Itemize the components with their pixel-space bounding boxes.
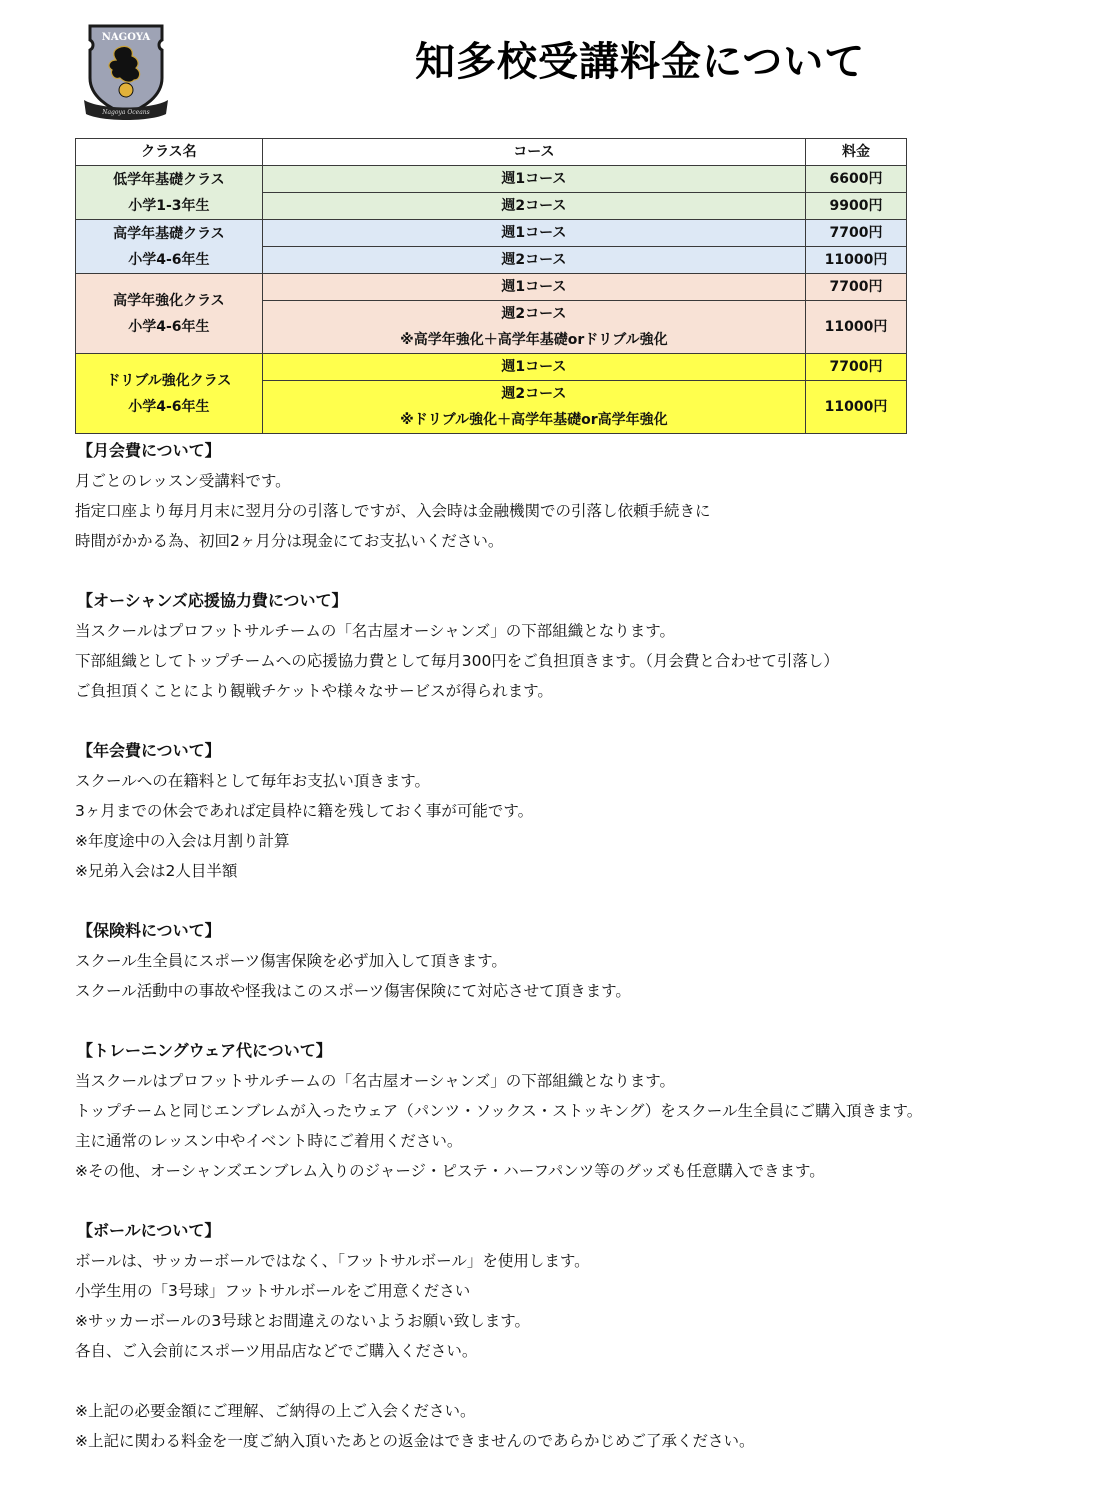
course-cell: 週1コース <box>262 274 805 301</box>
section-monthly-fee <box>75 436 1085 556</box>
section-line: スクール活動中の事故や怪我はこのスポーツ傷害保険にて対応させて頂きます。 <box>75 982 631 1000</box>
price-cell: 11000円 <box>806 381 907 434</box>
course-cell: 週1コース <box>262 166 805 193</box>
footer-note: ※上記に関わる料金を一度ご納入頂いたあとの返金はできませんのであらかじめご了承ください。 <box>75 1432 755 1450</box>
section-line: 3ヶ月までの休会であれば定員枠に籍を残しておく事が可能です。 <box>75 802 534 820</box>
section-line: スクールへの在籍料として毎年お支払い頂きます。 <box>75 772 430 790</box>
section-line: ※サッカーボールの3号球とお間違えのないようお願い致します。 <box>75 1312 530 1330</box>
table-header-row <box>76 139 907 166</box>
course-label: 週2コース <box>501 386 567 402</box>
fee-explanations <box>75 436 1085 1486</box>
class-grade: 小学4-6年生 <box>128 398 210 415</box>
logo-top-text: NAGOYA <box>101 32 151 43</box>
course-cell: 週1コース <box>262 354 805 381</box>
page-title: 知多校受講料金について <box>415 39 866 85</box>
price-cell: 7700円 <box>806 354 907 381</box>
section-line: 各自、ご入会前にスポーツ用品店などでご購入ください。 <box>75 1342 478 1360</box>
section-heading: 【年会費について】 <box>77 741 221 760</box>
section-heading: 【オーシャンズ応援協力費について】 <box>77 591 348 610</box>
class-name: 高学年強化クラス <box>113 292 225 309</box>
class-cell <box>76 354 263 434</box>
table-row <box>76 166 907 193</box>
section-training-wear <box>75 1036 1085 1186</box>
section-line: ボールは、サッカーボールではなく、「フットサルボール」を使用します。 <box>75 1252 590 1270</box>
section-line: 時間がかかる為、初回2ヶ月分は現金にてお支払いください。 <box>75 532 504 550</box>
price-cell: 6600円 <box>806 166 907 193</box>
course-cell <box>262 381 805 434</box>
header-class: クラス名 <box>76 139 263 166</box>
course-note: ※高学年強化＋高学年基礎orドリブル強化 <box>400 332 668 348</box>
table-row <box>76 274 907 301</box>
section-line: 当スクールはプロフットサルチームの「名古屋オーシャンズ」の下部組織となります。 <box>75 1072 676 1090</box>
section-heading: 【トレーニングウェア代について】 <box>77 1041 332 1060</box>
class-cell <box>76 274 263 354</box>
course-label: 週2コース <box>501 306 567 322</box>
section-line: スクール生全員にスポーツ傷害保険を必ず加入して頂きます。 <box>75 952 507 970</box>
course-cell <box>262 301 805 354</box>
class-grade: 小学4-6年生 <box>128 251 210 268</box>
class-name: 高学年基礎クラス <box>113 225 225 242</box>
section-line: ※その他、オーシャンズエンブレム入りのジャージ・ピステ・ハーフパンツ等のグッズも任意購入できます。 <box>75 1162 825 1180</box>
footer-notes <box>75 1396 1085 1456</box>
section-line: 小学生用の「3号球」フットサルボールをご用意ください <box>75 1282 471 1300</box>
logo-ribbon-text: Nagoya Oceans <box>102 109 150 116</box>
class-grade: 小学1-3年生 <box>128 197 210 214</box>
price-cell: 7700円 <box>806 220 907 247</box>
section-line: ※兄弟入会は2人目半額 <box>75 862 238 880</box>
course-note: ※ドリブル強化＋高学年基礎or高学年強化 <box>400 412 668 428</box>
header-price: 料金 <box>806 139 907 166</box>
section-support-fee <box>75 586 1085 706</box>
section-insurance <box>75 916 1085 1006</box>
class-cell <box>76 166 263 220</box>
lion-crest-icon <box>80 18 172 122</box>
class-name: ドリブル強化クラス <box>106 372 232 389</box>
fee-table <box>75 138 907 434</box>
section-line: 主に通常のレッスン中やイベント時にご着用ください。 <box>75 1132 463 1150</box>
nagoya-oceans-logo <box>80 18 172 122</box>
course-cell: 週1コース <box>262 220 805 247</box>
price-cell: 7700円 <box>806 274 907 301</box>
table-row <box>76 354 907 381</box>
table-row <box>76 220 907 247</box>
section-line: 当スクールはプロフットサルチームの「名古屋オーシャンズ」の下部組織となります。 <box>75 622 676 640</box>
section-line: 下部組織としてトップチームへの応援協力費として毎月300円をご負担頂きます。（月会費と合わせて引落し） <box>75 652 839 670</box>
price-cell: 11000円 <box>806 301 907 354</box>
section-line: 月ごとのレッスン受講料です。 <box>75 472 291 490</box>
price-cell: 11000円 <box>806 247 907 274</box>
section-line: ご負担頂くことにより観戦チケットや様々なサービスが得られます。 <box>75 682 553 700</box>
header-course: コース <box>262 139 805 166</box>
footer-note: ※上記の必要金額にご理解、ご納得の上ご入会ください。 <box>75 1402 476 1420</box>
section-line: 指定口座より毎月月末に翌月分の引落しですが、入会時は金融機関での引落し依頼手続きに <box>75 502 711 520</box>
section-heading: 【ボールについて】 <box>77 1221 221 1240</box>
course-cell: 週2コース <box>262 193 805 220</box>
course-cell: 週2コース <box>262 247 805 274</box>
section-heading: 【月会費について】 <box>77 441 221 460</box>
section-ball <box>75 1216 1085 1366</box>
section-heading: 【保険料について】 <box>77 921 221 940</box>
section-annual-fee <box>75 736 1085 886</box>
class-grade: 小学4-6年生 <box>128 318 210 335</box>
price-cell: 9900円 <box>806 193 907 220</box>
section-line: トップチームと同じエンブレムが入ったウェア（パンツ・ソックス・ストッキング）をスクール生全員にご購入頂きます。 <box>75 1102 923 1120</box>
section-line: ※年度途中の入会は月割り計算 <box>75 832 290 850</box>
class-name: 低学年基礎クラス <box>113 171 225 188</box>
class-cell <box>76 220 263 274</box>
